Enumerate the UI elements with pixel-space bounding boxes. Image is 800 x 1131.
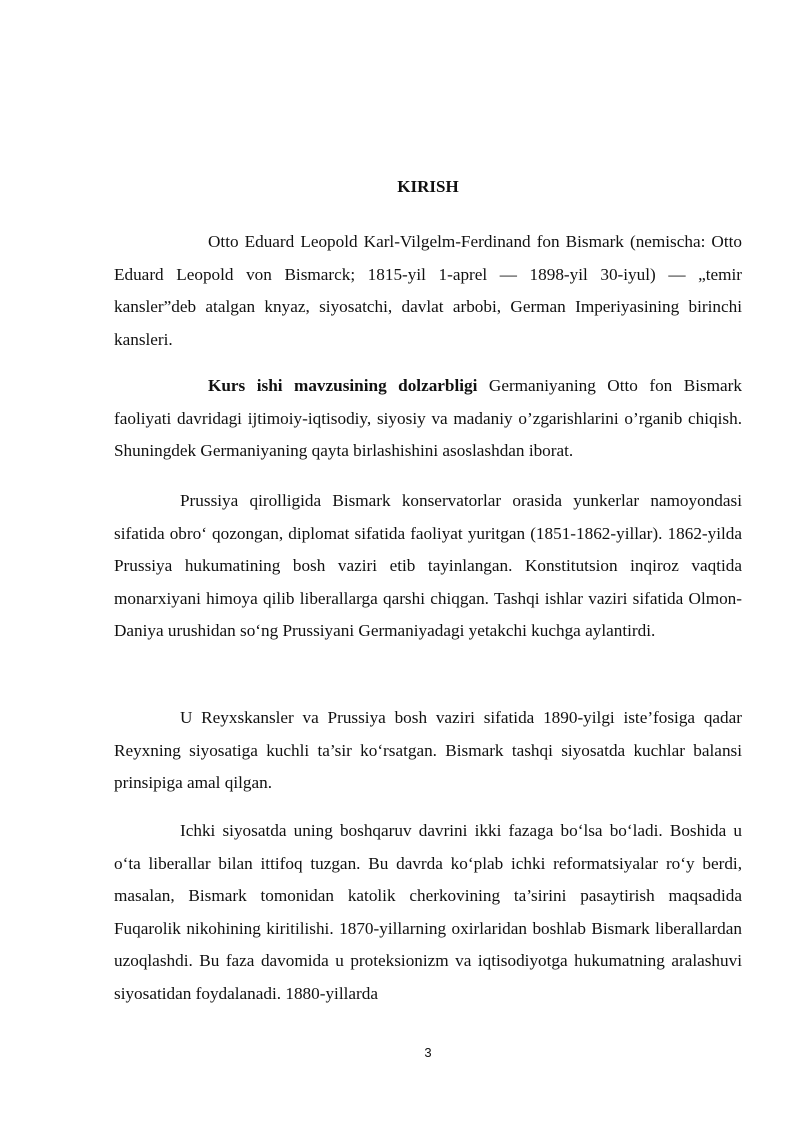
page-title: KIRISH: [397, 177, 459, 196]
page-number: 3: [424, 1045, 432, 1060]
paragraph-prussia: Prussiya qirolligida Bismark konservatorlar orasida yunkerlar namoyondasi sifatida obro‘ qozongan, diplomat sifatida faoliyat yuritgan (1851-1862-yillar). 1862-yilda Prussiya hukumatining bosh vaziri etib tayinlangan. Konstitutsion inqiroz vaqtida monarxiyani himoya qilib liberallarga qarshi chiqgan. Tashqi ishlar vaziri sifatida Olmon-Daniya urushidan so‘ng Prussiyani Germaniyadagi yetakchi kuchga aylantirdi.: [114, 491, 742, 640]
paragraph-reichskanzler: U Reyxskansler va Prussiya bosh vaziri sifatida 1890-yilgi iste’fosiga qadar Reyxning siyosatiga kuchli ta’sir ko‘rsatgan. Bismark tashqi siyosatda kuchlar balansi prinsipiga amal qilgan.: [114, 708, 742, 792]
paragraph-intro: Otto Eduard Leopold Karl-Vilgelm-Ferdinand fon Bismark (nemischa: Otto Eduard Leopold von Bismarck; 1815-yil 1-aprel — 1898-yil 30-iyul) — „temir kansler”deb atalgan knyaz, siyosatchi, davlat arbobi, German Imperiyasining birinchi kansleri.: [114, 232, 742, 349]
paragraph-relevance: [114, 370, 742, 468]
relevance-text: Germaniyaning Otto fon Bismark faoliyati davridagi ijtimoiy-iqtisodiy, siyosiy va madaniy o’zgarishlarini o’rganib chiqish. Shuningdek Germaniyaning qayta birlashishini asoslashdan iborat.: [114, 376, 742, 460]
relevance-label: Kurs ishi mavzusining dolzarbligi: [208, 376, 478, 395]
paragraph-domestic-policy: Ichki siyosatda uning boshqaruv davrini ikki fazaga bo‘lsa bo‘ladi. Boshida u o‘ta liberallar bilan ittifoq tuzgan. Bu davrda ko‘plab ichki reformatsiyalar ro‘y berdi, masalan, Bismark tomonidan katolik cherkovining ta’sirini pasaytirish maqsadida Fuqarolik nikohining kiritilishi. 1870-yillarning oxirlaridan boshlab Bismark liberallardan uzoqlashdi. Bu faza davomida u proteksionizm va iqtisodiyotga hukumatning aralashuvi siyosatidan foydalanadi. 1880-yillarda: [114, 821, 742, 1003]
